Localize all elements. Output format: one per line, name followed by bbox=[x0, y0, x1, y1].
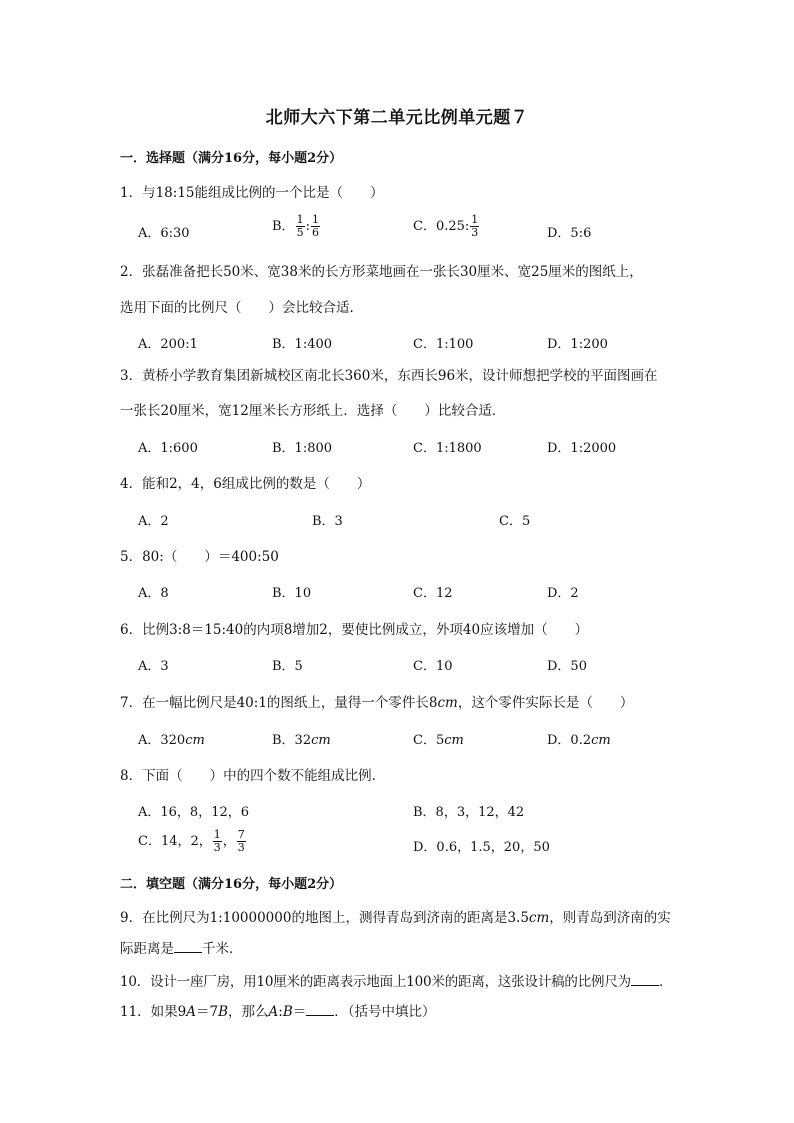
question-11: 11．如果9A＝7B，那么A:B＝ ．（括号中填比） bbox=[120, 1004, 436, 1020]
answer-blank bbox=[631, 973, 659, 986]
fraction: $\frac{1}{6}$ bbox=[311, 213, 319, 239]
question-10: 10．设计一座厂房，用10厘米的距离表示地面上100米的距离，这张设计稿的比例尺为 ． bbox=[120, 974, 673, 990]
question-1: 1．与18:15能组成比例的一个比是（ ） bbox=[120, 185, 384, 201]
q5-option-d: D．2 bbox=[547, 586, 579, 601]
answer-blank bbox=[306, 1003, 334, 1016]
question-3-line2: 一张长20厘米，宽12厘米长方形纸上．选择（ ）比较合适． bbox=[120, 403, 506, 419]
question-3-line1: 3．黄桥小学教育集团新城校区南北长360米，东西长96米，设计师想把学校的平面图画在 bbox=[120, 368, 658, 384]
q6-option-a: A．3 bbox=[138, 659, 169, 674]
q6-option-c: C．10 bbox=[413, 659, 453, 674]
q5-option-b: B．10 bbox=[272, 586, 312, 601]
q6-option-b: B．5 bbox=[272, 659, 303, 674]
q2-option-c: C．1:100 bbox=[413, 337, 474, 352]
q1-option-c: C．0.25: $\frac{1}{3}$ bbox=[413, 213, 479, 239]
question-2-line2: 选用下面的比例尺（ ）会比较合适． bbox=[120, 300, 363, 316]
question-2-line1: 2．张磊准备把长50米、宽38米的长方形菜地画在一张长30厘米、宽25厘米的图纸上， bbox=[120, 264, 643, 280]
q2-option-b: B．1:400 bbox=[272, 337, 333, 352]
q7-option-b: B．32cm bbox=[272, 733, 331, 748]
answer-blank bbox=[174, 940, 202, 953]
q3-option-b: B．1:800 bbox=[272, 441, 333, 456]
section-fill-heading: 二．填空题（满分16分，每小题2分） bbox=[120, 877, 343, 892]
question-6: 6．比例3:8＝15:40的内项8增加2，要使比例成立，外项40应该增加（ ） bbox=[120, 622, 589, 638]
question-9-line1: 9．在比例尺为1:10000000的地图上，测得青岛到济南的距离是3.5cm，则青岛到济南的实 bbox=[120, 910, 671, 926]
fraction: $\frac{1}{5}$ bbox=[296, 213, 304, 239]
q4-option-b: B．3 bbox=[312, 514, 343, 529]
q6-option-d: D．50 bbox=[547, 659, 587, 674]
question-7: 7．在一幅比例尺是40:1的图纸上，量得一个零件长8cm，这个零件实际长是（ ） bbox=[120, 695, 634, 711]
q8-option-a: A．16，8，12，6 bbox=[138, 805, 250, 820]
q2-option-d: D．1:200 bbox=[547, 337, 608, 352]
q3-option-c: C．1:1800 bbox=[413, 441, 482, 456]
q7-option-c: C．5cm bbox=[413, 733, 464, 748]
q4-option-c: C．5 bbox=[499, 514, 531, 529]
question-8: 8．下面（ ）中的四个数不能组成比例． bbox=[120, 768, 386, 784]
question-5: 5．80:（ ）＝400:50 bbox=[120, 549, 279, 565]
q2-option-a: A．200:1 bbox=[138, 337, 198, 352]
q3-option-d: D．1:2000 bbox=[547, 441, 617, 456]
question-4: 4．能和2，4，6组成比例的数是（ ） bbox=[120, 476, 371, 492]
fraction: $\frac{1}{3}$ bbox=[213, 828, 221, 854]
q1-option-d: D．5:6 bbox=[547, 226, 592, 241]
q8-option-b: B．8，3，12，42 bbox=[413, 805, 525, 820]
q5-option-c: C．12 bbox=[413, 586, 453, 601]
fraction: $\frac{7}{3}$ bbox=[237, 828, 245, 854]
question-9-line2: 际距离是 千米． bbox=[120, 941, 243, 957]
q5-option-a: A．8 bbox=[138, 586, 169, 601]
q1-option-a: A．6:30 bbox=[138, 226, 190, 241]
page-title: 北师大六下第二单元比例单元题７ bbox=[265, 108, 529, 128]
q1-option-b: B． $\frac{1}{5}$ : $\frac{1}{6}$ bbox=[272, 213, 319, 239]
q7-option-a: A．320cm bbox=[138, 733, 205, 748]
q7-option-d: D．0.2cm bbox=[547, 733, 611, 748]
section-choice-heading: 一．选择题（满分16分，每小题2分） bbox=[120, 151, 343, 166]
fraction: $\frac{1}{3}$ bbox=[471, 213, 479, 239]
q8-option-d: D．0.6，1.5，20，50 bbox=[413, 840, 550, 855]
q3-option-a: A．1:600 bbox=[138, 441, 198, 456]
q8-option-c: C．14，2， $\frac{1}{3}$ ， $\frac{7}{3}$ bbox=[138, 828, 245, 854]
q4-option-a: A．2 bbox=[138, 514, 169, 529]
